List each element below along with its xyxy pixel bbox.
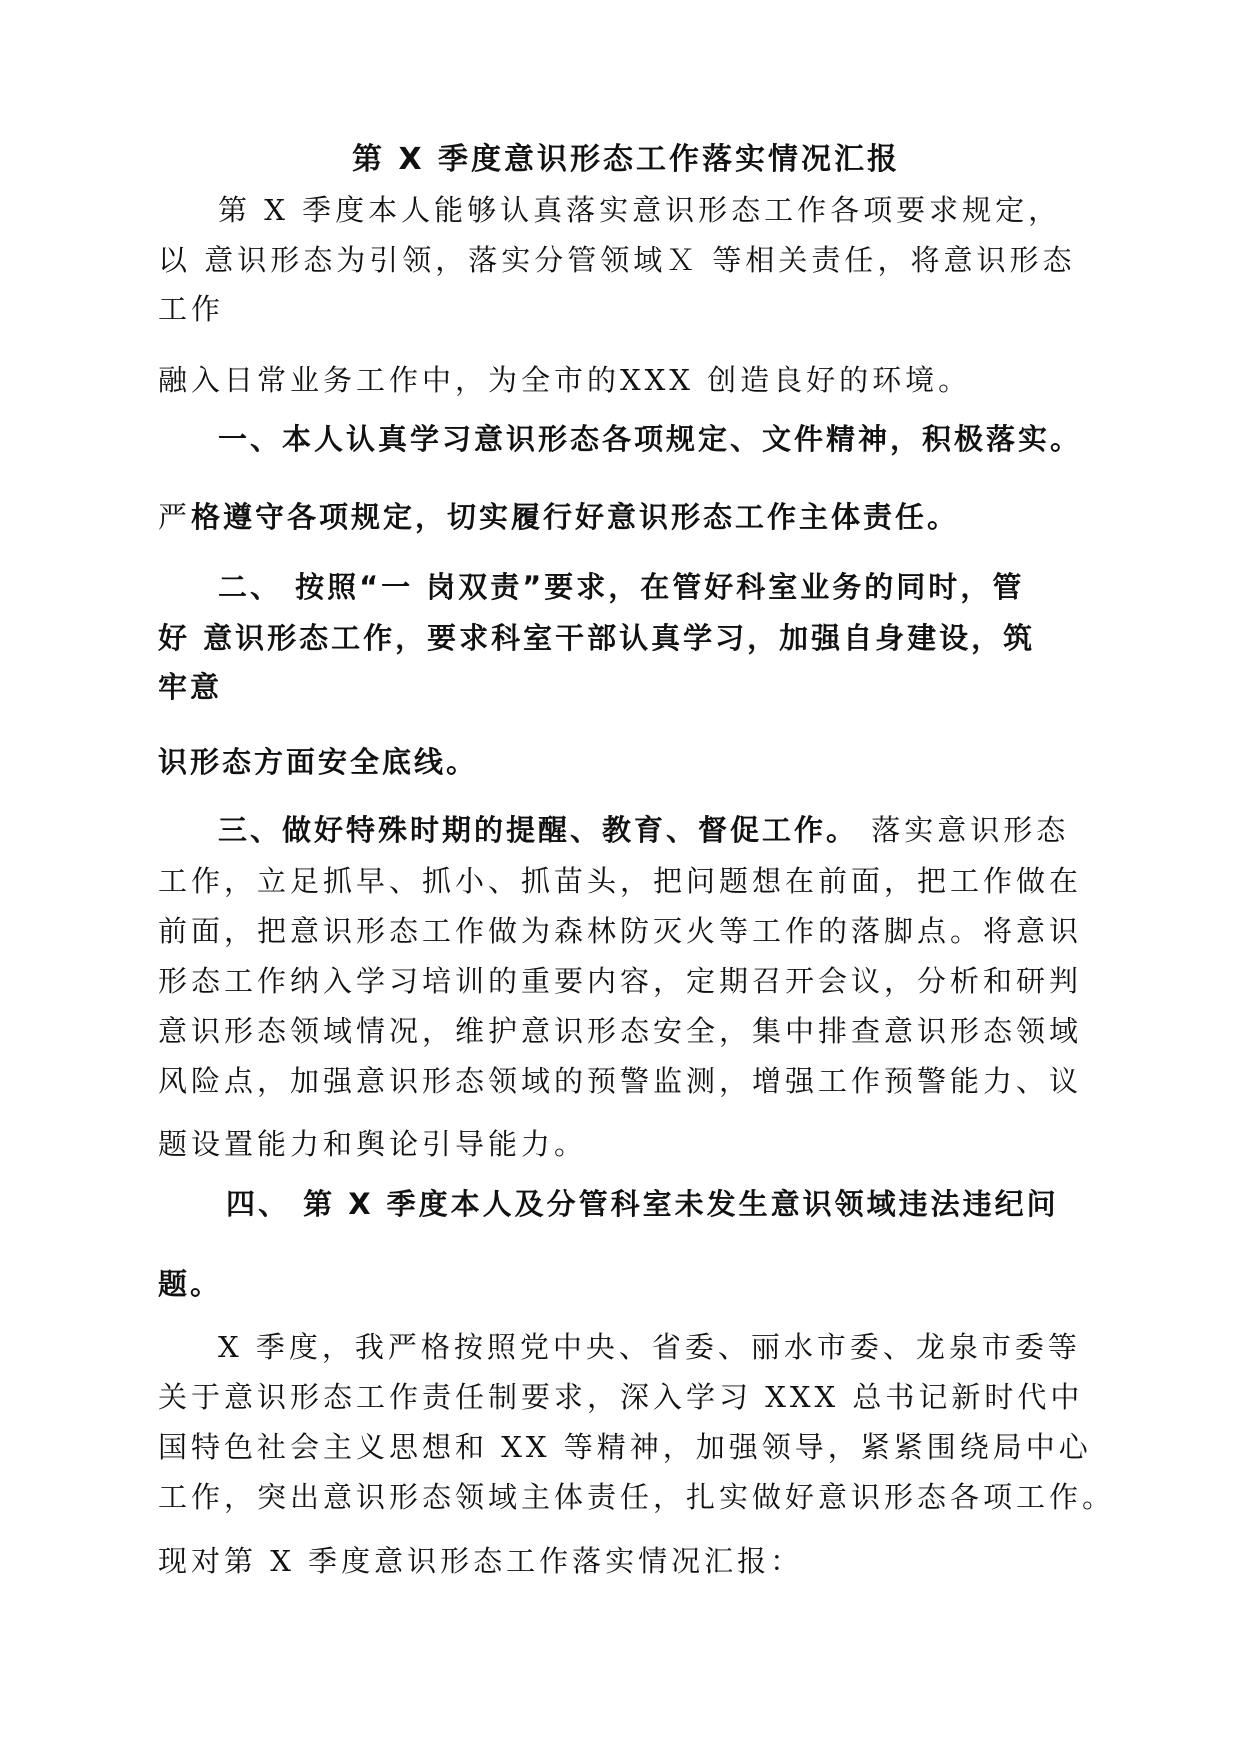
section-3-line-4: 形态工作纳入学习培训的重要内容，定期召开会议，分析和研判	[158, 964, 1083, 998]
section-1-heading: 一、本人认真学习意识形态各项规定、文件精神，积极落实。	[218, 422, 1083, 456]
intro-line-1: 第 X 季度本人能够认真落实意识形态工作各项要求规定，	[218, 193, 1062, 227]
section-1-line-2	[158, 500, 960, 534]
closing-line-1: X 季度，我严格按照党中央、省委、丽水市委、龙泉市委等	[218, 1330, 1081, 1364]
section-3-line-6: 风险点，加强意识形态领域的预警监测，增强工作预警能力、议	[158, 1064, 1083, 1098]
document-title: 第 X 季度意识形态工作落实情况汇报	[352, 142, 901, 177]
section-3-line-2: 工作，立足抓早、抓小、抓苗头，把问题想在前面，把工作做在	[158, 864, 1083, 898]
closing-line-5: 现对第 X 季度意识形态工作落实情况汇报：	[158, 1544, 804, 1578]
section-3-heading: 三、做好特殊时期的提醒、教育、督促工作。	[218, 813, 859, 847]
section-4-line-1: 四、 第 X 季度本人及分管科室未发生意识领域违法违纪问	[226, 1187, 1059, 1221]
section-3-line-3: 前面，把意识形态工作做为森林防灭火等工作的落脚点。将意识	[158, 914, 1083, 948]
intro-line-4: 融入日常业务工作中，为全市的XXX 创造良好的环境。	[158, 363, 972, 397]
closing-line-4: 工作，突出意识形态领域主体责任，扎实做好意识形态各项工作。	[158, 1480, 1116, 1514]
section-3-line-1	[218, 813, 1070, 847]
intro-line-3: 工作	[158, 292, 225, 326]
section-3-line-5: 意识形态领域情况，维护意识形态安全，集中排查意识形态领域	[158, 1014, 1083, 1048]
section-4-line-2: 题。	[158, 1267, 223, 1301]
section-1-line-2-prefix: 严	[158, 500, 192, 534]
section-3-heading-tail: 落实意识形态	[858, 813, 1070, 847]
section-2-line-2: 好 意识形态工作，要求科室干部认真学习，加强自身建设，筑	[158, 621, 1036, 655]
section-1-line-2-rest: 格遵守各项规定，切实履行好意识形态工作主体责任。	[191, 500, 960, 534]
intro-line-2: 以 意识形态为引领，落实分管领域Ｘ 等相关责任，将意识形态	[158, 243, 1076, 277]
closing-line-2: 关于意识形态工作责任制要求，深入学习 XXX 总书记新时代中	[158, 1380, 1084, 1414]
closing-line-3: 国特色社会主义思想和 XX 等精神，加强领导，紧紧围绕局中心	[158, 1430, 1092, 1464]
section-3-line-7: 题设置能力和舆论引导能力。	[158, 1127, 588, 1161]
section-2-line-1: 二、 按照“一 岗双责”要求，在管好科室业务的同时，管	[218, 570, 1025, 604]
section-2-line-4: 识形态方面安全底线。	[158, 745, 479, 779]
section-2-line-3: 牢意	[158, 670, 223, 704]
